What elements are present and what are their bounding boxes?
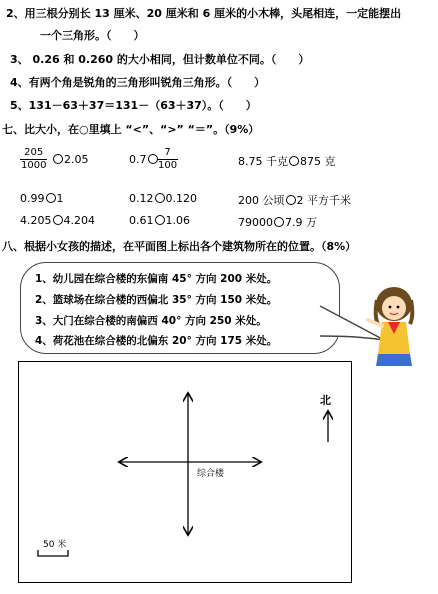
compare-value: 0.61: [129, 214, 154, 227]
description-item-3: 3、大门在综合楼的南偏西 40° 方向 250 米处。: [35, 315, 267, 327]
fraction-denominator: 1000: [21, 160, 47, 171]
compare-circle[interactable]: [53, 154, 63, 164]
section8-title: 八、根据小女孩的描述，在平面图上标出各个建筑物所在的位置。（8%）: [2, 240, 357, 253]
section7-title: 七、比大小，在○里填上 “<”、“>” “＝”。（9%）: [2, 123, 260, 136]
map-plane[interactable]: [18, 361, 352, 583]
compare-circle[interactable]: [53, 215, 63, 225]
compare-value: 0.99: [20, 192, 45, 205]
compare-value: 200 公顷: [238, 194, 285, 207]
compare-value: 4.204: [63, 214, 95, 227]
compare-value: 8.75 千克: [238, 155, 288, 168]
compare-value: 0.7: [129, 153, 147, 166]
description-item-2: 2、篮球场在综合楼的西偏北 35° 方向 150 米处。: [35, 294, 278, 306]
compare-circle[interactable]: [46, 193, 56, 203]
speech-bubble: [20, 262, 340, 354]
judge-q3: 3、 0.26 和 0.260 的大小相同，但计数单位不同。（ ）: [10, 53, 310, 66]
compare-r2c1: [20, 192, 64, 205]
compare-value: 875 克: [300, 155, 336, 168]
judge-q5: 5、131－63＋37＝131－（63＋37）。（ ）: [10, 99, 257, 112]
compare-circle[interactable]: [155, 193, 165, 203]
compare-r1c1: [52, 153, 89, 166]
fraction-numerator: 7: [157, 147, 178, 160]
compare-r3c3: [238, 214, 317, 230]
compass-cross: [19, 362, 351, 582]
judge-q4: 4、有两个角是锐角的三角形叫锐角三角形。（ ）: [10, 76, 266, 89]
girl-illustration-icon: [364, 282, 424, 372]
compare-value: 0.120: [165, 192, 197, 205]
compare-r1c2: [129, 153, 159, 166]
compare-value: 4.205: [20, 214, 52, 227]
center-building-label: 综合楼: [197, 469, 225, 479]
north-label: 北: [320, 394, 331, 407]
compare-circle[interactable]: [274, 217, 284, 227]
compare-r2c3: [238, 192, 351, 208]
compare-r3c2: [129, 214, 190, 227]
compare-circle[interactable]: [289, 156, 299, 166]
compare-r1c3: [238, 153, 336, 169]
compare-circle[interactable]: [155, 215, 165, 225]
description-item-1: 1、幼儿园在综合楼的东偏南 45° 方向 200 米处。: [35, 273, 278, 285]
description-item-4: 4、荷花池在综合楼的北偏东 20° 方向 175 米处。: [35, 335, 278, 347]
fraction-denominator: 100: [158, 160, 178, 171]
compare-value: 7.9 万: [285, 216, 317, 229]
fraction-numerator: 205: [20, 147, 47, 160]
judge-q2-cont: 一个三角形。（ ）: [40, 29, 145, 42]
fraction-205-1000: [20, 147, 47, 172]
compare-r2c2: [129, 192, 197, 205]
compare-value: 1: [56, 192, 64, 205]
compare-circle[interactable]: [148, 154, 158, 164]
compare-r3c1: [20, 214, 95, 227]
compare-value: 79000: [238, 216, 273, 229]
compare-circle[interactable]: [286, 195, 296, 205]
judge-q2: 2、用三根分别长 13 厘米、20 厘米和 6 厘米的小木棒，头尾相连，一定能摆出: [6, 7, 402, 20]
compare-value: 0.12: [129, 192, 154, 205]
compare-value: 1.06: [165, 214, 190, 227]
compare-value: 2 平方千米: [296, 194, 351, 207]
compare-value: 2.05: [64, 153, 89, 166]
scale-label: 50 米: [43, 540, 67, 550]
fraction-7-100: [157, 147, 178, 172]
